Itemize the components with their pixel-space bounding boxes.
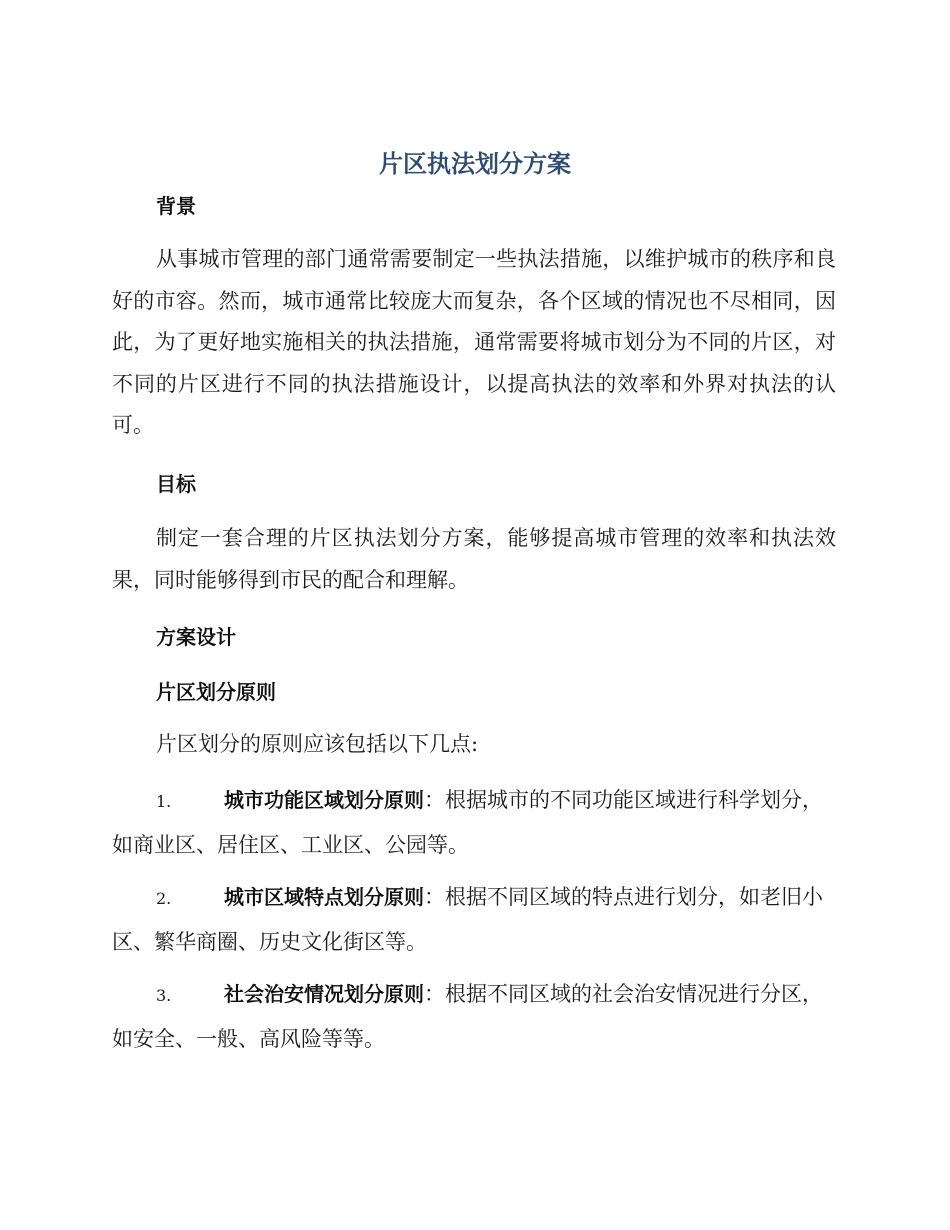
principle-label: 城市区域特点划分原则 bbox=[224, 885, 424, 909]
goal-paragraph: 制定一套合理的片区执法划分方案，能够提高城市管理的效率和执法效果，同时能够得到市民的配合和理解。 bbox=[112, 526, 836, 592]
list-item-number: 3. bbox=[156, 986, 172, 1005]
principle-description: ：根据不同区域的特点进行划分，如老旧小区、繁华商圈、历史文化街区等。 bbox=[112, 885, 823, 954]
principle-list-item bbox=[112, 779, 836, 866]
section-heading-design: 方案设计 bbox=[156, 625, 236, 649]
list-item-number: 1. bbox=[156, 792, 172, 811]
section-heading-principles: 片区划分原则 bbox=[156, 680, 276, 704]
principle-list-item bbox=[112, 876, 836, 963]
principles-intro: 片区划分的原则应该包括以下几点: bbox=[156, 732, 479, 756]
section-heading-background: 背景 bbox=[156, 194, 196, 218]
principle-label: 城市功能区域划分原则 bbox=[224, 788, 424, 812]
principle-description: ：根据城市的不同功能区域进行科学划分，如商业区、居住区、工业区、公园等。 bbox=[112, 788, 823, 857]
document-title: 片区执法划分方案 bbox=[379, 150, 571, 178]
principle-label: 社会治安情况划分原则 bbox=[224, 982, 424, 1006]
list-item-number: 2. bbox=[156, 889, 172, 908]
principle-description: ：根据不同区域的社会治安情况进行分区，如安全、一般、高风险等等。 bbox=[112, 982, 823, 1051]
background-paragraph: 从事城市管理的部门通常需要制定一些执法措施，以维护城市的秩序和良好的市容。然而，城市通常比较庞大而复杂，各个区域的情况也不尽相同，因此，为了更好地实施相关的执法措施，通常需要将城市划分为不同的片区，对不同的片区进行不同的执法措施设计，以提高执法的效率和外界对执法的认可。 bbox=[112, 247, 836, 437]
principle-list-item bbox=[112, 973, 836, 1060]
section-heading-goal: 目标 bbox=[156, 472, 196, 496]
